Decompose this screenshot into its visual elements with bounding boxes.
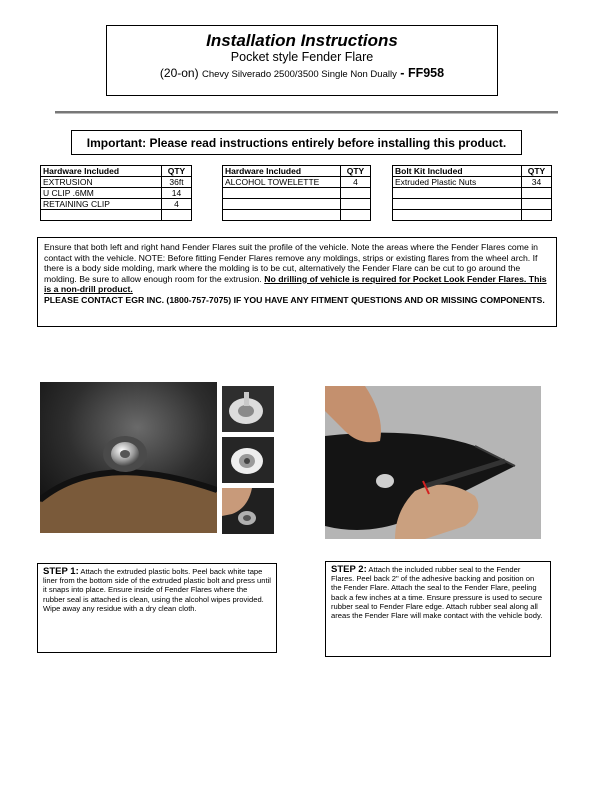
important-text: Important: Please read instructions entirely before installing this product. (86, 135, 507, 150)
table-cell (223, 199, 341, 210)
table-row (41, 199, 192, 210)
bolt-thumbnail-3 (222, 488, 274, 534)
table-cell (393, 188, 522, 199)
step-1-text: Attach the extruded plastic bolts. Peel back white tape liner from the bottom side of the extruded plastic bolt and press until it snaps into place. Ensure inside of Fender Flares where the rubber seal is attached is clean, using the alcohol wipes provided. Wipe away any residue with a dry clean cloth. (43, 567, 271, 613)
table-cell: 36ft (162, 177, 192, 188)
table-cell (341, 210, 371, 221)
table-cell (522, 188, 552, 199)
table-cell (223, 188, 341, 199)
table-cell: 34 (522, 177, 552, 188)
table-header: Bolt Kit Included (393, 166, 522, 177)
table-cell: 4 (162, 199, 192, 210)
table-row (223, 177, 371, 188)
model-name: Chevy Silverado 2500/3500 Single Non Dually (201, 69, 397, 80)
table-row (393, 177, 552, 188)
bolt-thumbnail-2 (222, 437, 274, 483)
table-header: Hardware Included (41, 166, 162, 177)
title-box (106, 25, 498, 96)
table-header: QTY (341, 166, 371, 177)
fender-flare-bolt-photo (40, 382, 217, 533)
table-cell: Extruded Plastic Nuts (393, 177, 522, 188)
table-row (393, 199, 552, 210)
table-cell: 14 (162, 188, 192, 199)
table-cell: 4 (341, 177, 371, 188)
table-row (393, 188, 552, 199)
table-cell (393, 199, 522, 210)
table-row (223, 188, 371, 199)
step-2-box (325, 561, 551, 657)
model-dash: - (396, 66, 408, 80)
table-row (41, 210, 192, 221)
important-notice (71, 130, 522, 155)
table-cell (162, 210, 192, 221)
rubber-seal-photo (325, 386, 541, 539)
table-cell (522, 199, 552, 210)
step-1-label: STEP 1: (43, 566, 79, 577)
table-cell (223, 210, 341, 221)
document-subtitle: Pocket style Fender Flare (230, 50, 374, 64)
step-1-box (37, 563, 277, 653)
bolt-kit-table (392, 165, 552, 221)
notes-contact: PLEASE CONTACT EGR INC. (1800-757-7075) IF YOU HAVE ANY FITMENT QUESTIONS AND OR MISSING COMPONENTS. (44, 294, 545, 305)
table-header: Hardware Included (223, 166, 341, 177)
table-cell: ALCOHOL TOWELETTE (223, 177, 341, 188)
notes-non-drill: No drilling of vehicle is required for Pocket Look Fender Flares. This is a non-drill product. (44, 273, 547, 295)
table-row (393, 210, 552, 221)
table-row (223, 210, 371, 221)
hardware-table-2 (222, 165, 371, 221)
table-cell (393, 210, 522, 221)
notes-box (37, 237, 557, 327)
table-cell (341, 199, 371, 210)
table-cell: U CLIP .6MM (41, 188, 162, 199)
table-row (41, 188, 192, 199)
table-cell (41, 210, 162, 221)
document-title: Installation Instructions (206, 31, 398, 50)
table-cell: EXTRUSION (41, 177, 162, 188)
step-2-text: Attach the included rubber seal to the Fender Flares. Peel back 2" of the adhesive backing and position on the Fender Flare. Attach the seal to the Fender Flare, peeling back a few inches at a time. Ensure pressure is used to secure rubber seal to Fender Flare edge. Attach rubber seal along all areas the Fender Flare will make contact with the vehicle body. (331, 565, 543, 621)
table-row (223, 199, 371, 210)
table-row (41, 177, 192, 188)
table-header: QTY (162, 166, 192, 177)
step-2-label: STEP 2: (331, 564, 367, 575)
part-code: FF958 (407, 66, 445, 80)
hardware-table-1 (40, 165, 192, 221)
table-cell (341, 188, 371, 199)
model-line (107, 65, 497, 83)
bolt-thumbnail-1 (222, 386, 274, 432)
notes-body: Ensure that both left and right hand Fender Flares suit the profile of the vehicle. Note the areas where the Fender Flares come in contact with the vehicle. NOTE: Before fitting Fender Flares remove any moldings, strips or existing flares from the wheel arch. If there is a body side molding, mark where the molding is to be cut, alternatively the Fender Flare can be cut to go around the molding. Be sure to allow enough room for the extrusion. (44, 242, 539, 284)
table-header: QTY (522, 166, 552, 177)
table-cell (522, 210, 552, 221)
horizontal-rule (55, 111, 558, 114)
table-cell: RETAINING CLIP (41, 199, 162, 210)
model-years: (20-on) (159, 66, 202, 80)
